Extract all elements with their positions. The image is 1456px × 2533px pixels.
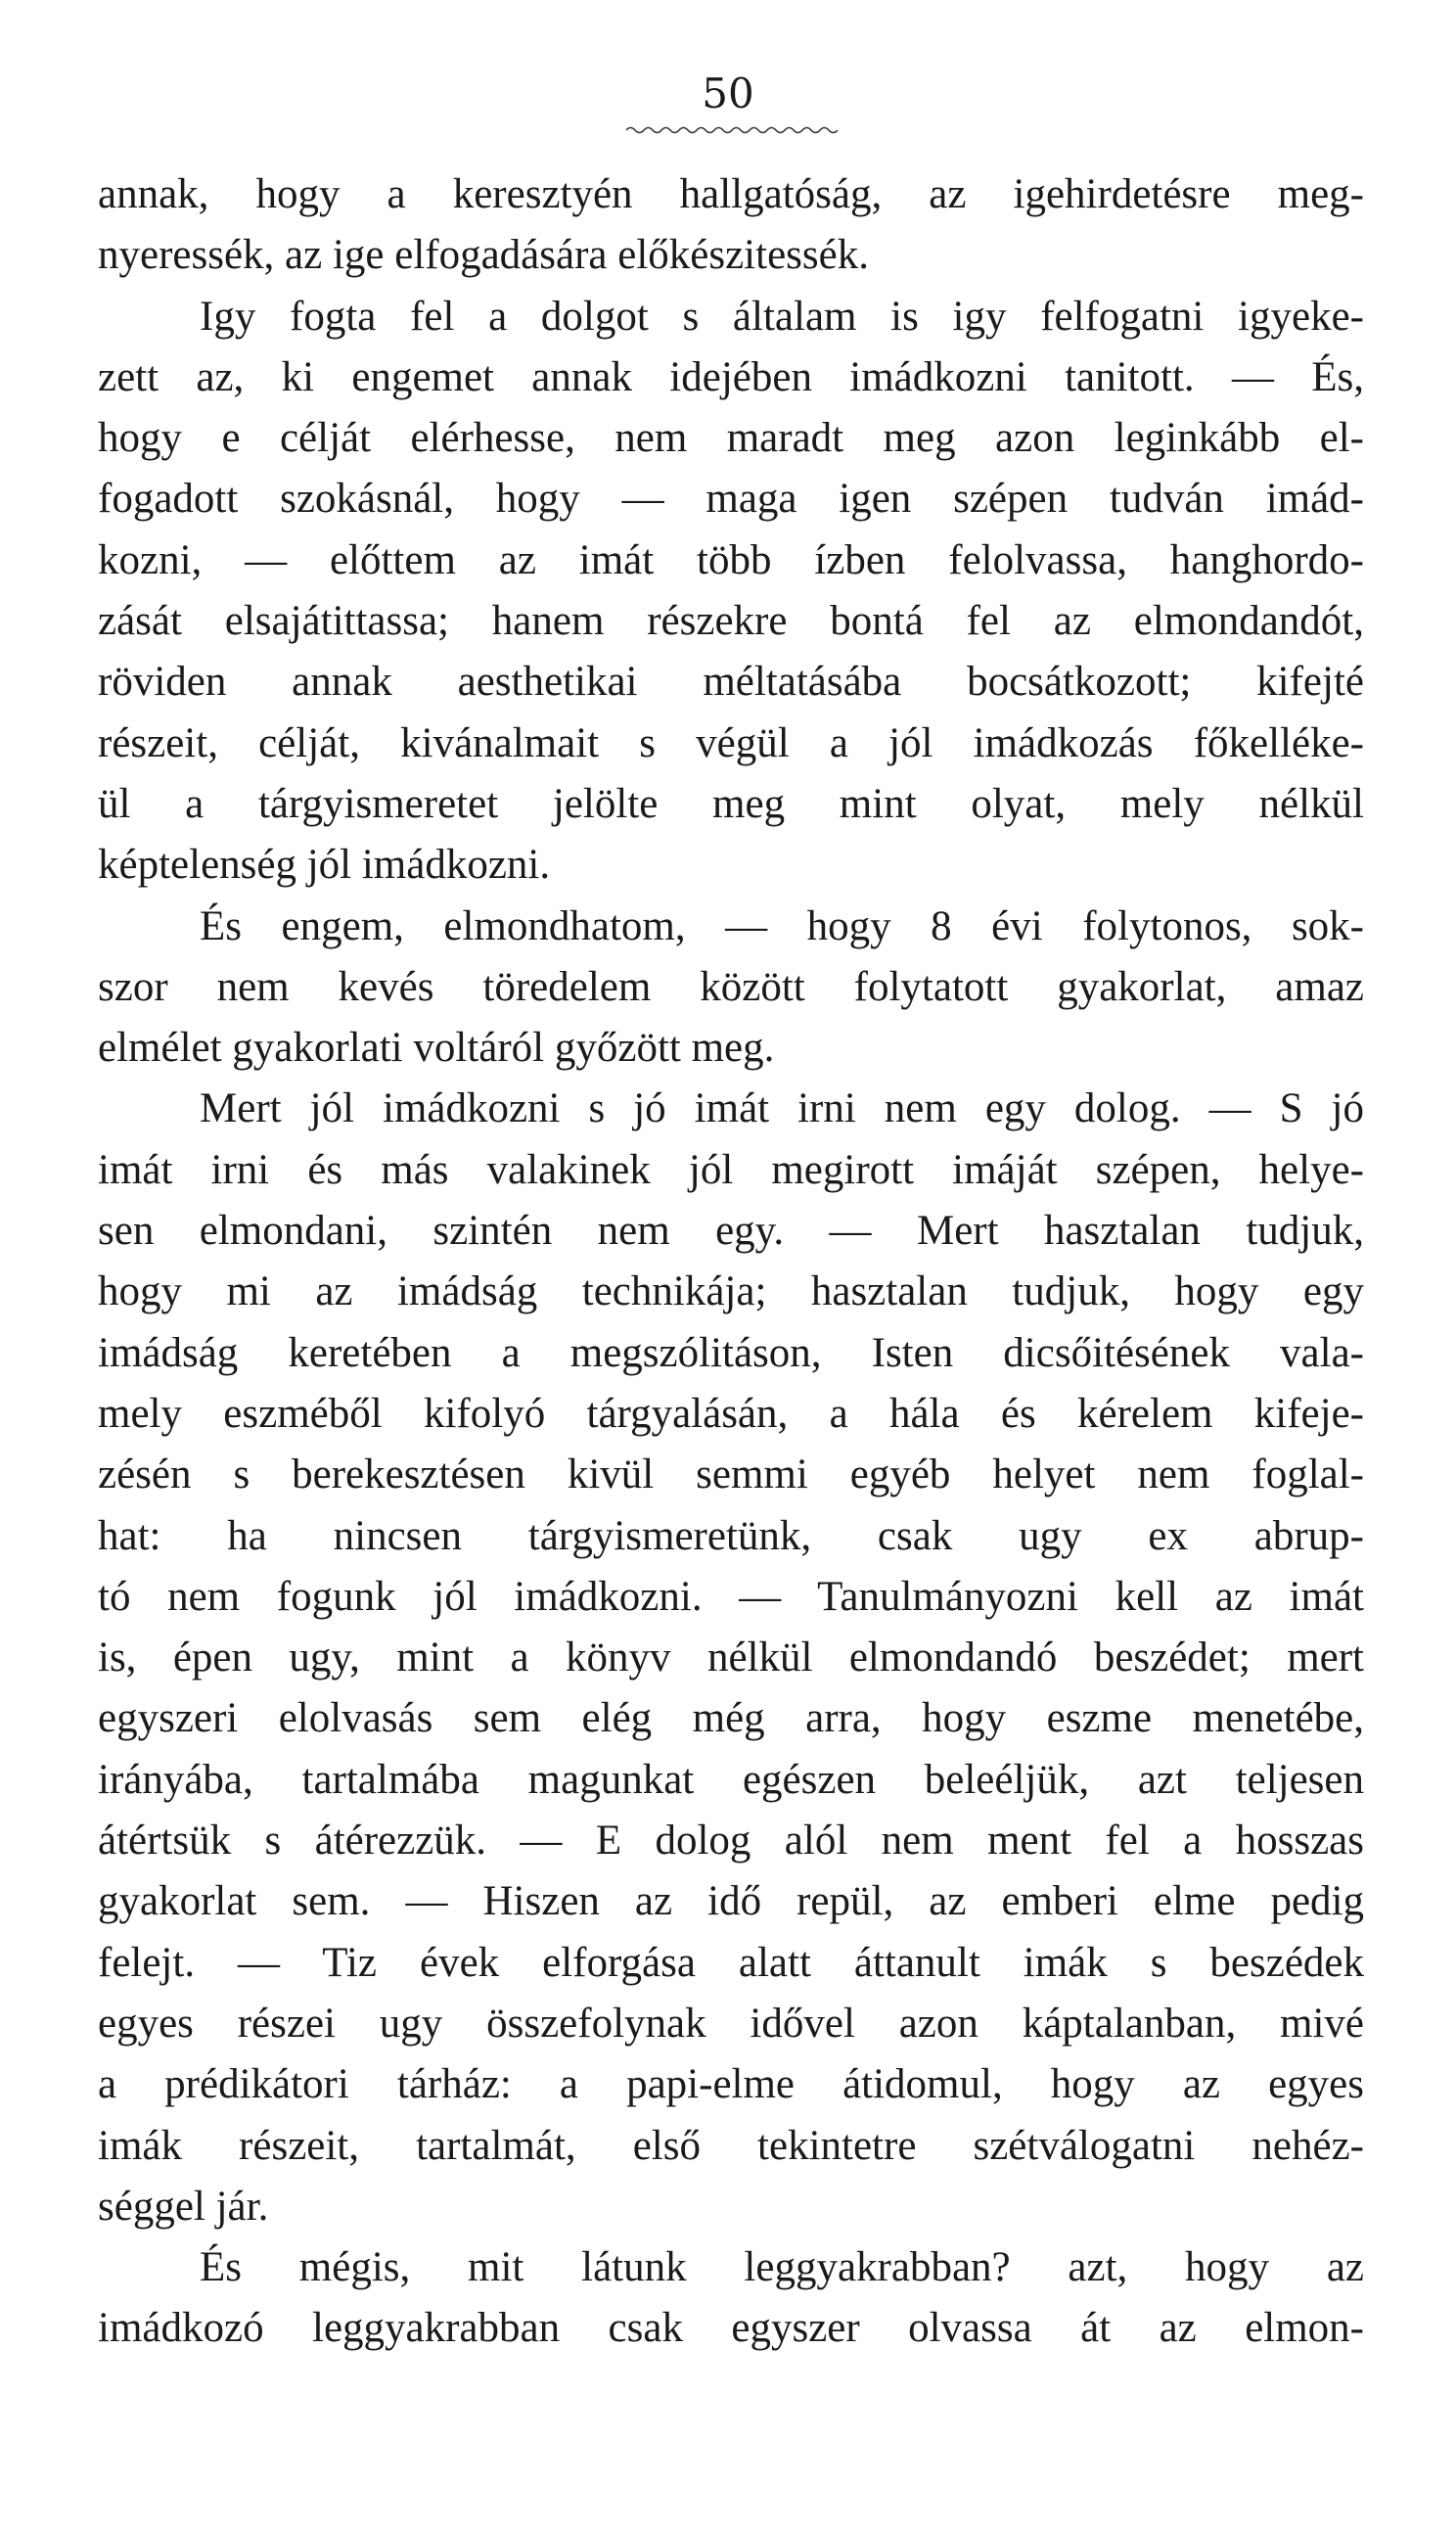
text-line: hat: ha nincsen tárgyismeretünk, csak ugy ex abrup- — [98, 1512, 1364, 1559]
text-line: hogy e célját elérhesse, nem maradt meg azon leginkább el- — [98, 415, 1364, 462]
text-line: átértsük s átérezzük. — E dolog alól nem ment fel a hosszas — [98, 1818, 1364, 1865]
text-line: zását elsajátittassa; hanem részekre bontá fel az elmondandót, — [98, 598, 1364, 645]
text-line: És engem, elmondhatom, — hogy 8 évi folytonos, sok- — [200, 902, 1364, 949]
text-line: egyes részei ugy összefolynak idővel azon káptalanban, mivé — [98, 2000, 1364, 2047]
text-line: irányába, tartalmába magunkat egészen beleéljük, azt teljesen — [98, 1756, 1364, 1803]
text-line: kozni, — előttem az imát több ízben felolvassa, hanghordo- — [98, 536, 1364, 583]
text-line: nyeressék, az ige elfogadására előkészitessék. — [98, 232, 869, 279]
text-line: És mégis, mit látunk leggyakrabban? azt, hogy az — [200, 2244, 1364, 2291]
text-line: gyakorlat sem. — Hiszen az idő repül, az emberi elme pedig — [98, 1878, 1364, 1925]
text-line: séggel jár. — [98, 2183, 269, 2230]
text-line: imát irni és más valakinek jól megirott imáját szépen, helye- — [98, 1146, 1364, 1193]
text-line: sen elmondani, szintén nem egy. — Mert hasztalan tudjuk, — [98, 1208, 1364, 1255]
text-line: elmélet gyakorlati voltáról győzött meg. — [98, 1025, 775, 1072]
text-line: annak, hogy a keresztyén hallgatóság, az igehirdetésre meg- — [98, 171, 1364, 217]
text-line: a prédikátori tárház: a papi-elme átidomul, hogy az egyes — [98, 2061, 1364, 2108]
text-line: hogy mi az imádság technikája; hasztalan tudjuk, hogy egy — [98, 1268, 1364, 1315]
page-number-ornament — [626, 125, 840, 135]
text-line: mely eszméből kifolyó tárgyalásán, a hála és kérelem kifeje- — [98, 1390, 1364, 1437]
text-line: fogadott szokásnál, hogy — maga igen szépen tudván imád- — [98, 476, 1364, 523]
text-line: szor nem kevés töredelem között folytatott gyakorlat, amaz — [98, 963, 1364, 1010]
text-line: zett az, ki engemet annak idejében imádkozni tanitott. — És, — [98, 353, 1364, 400]
text-line: képtelenség jól imádkozni. — [98, 842, 551, 889]
body-text — [98, 164, 1364, 2360]
text-line: imádság keretében a megszólitáson, Isten dicsőitésének vala- — [98, 1329, 1364, 1376]
text-line: tó nem fogunk jól imádkozni. — Tanulmányozni kell az imát — [98, 1573, 1364, 1620]
text-line: zésén s berekesztésen kivül semmi egyéb helyet nem foglal- — [98, 1451, 1364, 1498]
page-number: 50 — [702, 69, 754, 117]
text-line: imádkozó leggyakrabban csak egyszer olvassa át az elmon- — [98, 2305, 1364, 2352]
text-line: Mert jól imádkozni s jó imát irni nem egy dolog. — S jó — [200, 1085, 1364, 1132]
text-line: röviden annak aesthetikai méltatásába bocsátkozott; kifejté — [98, 659, 1364, 706]
text-line: felejt. — Tiz évek elforgása alatt áttanult imák s beszédek — [98, 1939, 1364, 1986]
text-line: ül a tárgyismeretet jelölte meg mint olyat, mely nélkül — [98, 780, 1364, 827]
text-line: imák részeit, tartalmát, első tekintetre szétválogatni nehéz- — [98, 2122, 1364, 2169]
text-line: Igy fogta fel a dolgot s általam is igy felfogatni igyeke- — [200, 293, 1364, 340]
text-line: részeit, célját, kivánalmait s végül a jól imádkozás főkelléke- — [98, 719, 1364, 766]
text-line: egyszeri elolvasás sem elég még arra, hogy eszme menetébe, — [98, 1695, 1364, 1742]
text-line: is, épen ugy, mint a könyv nélkül elmondandó beszédet; mert — [98, 1635, 1364, 1681]
